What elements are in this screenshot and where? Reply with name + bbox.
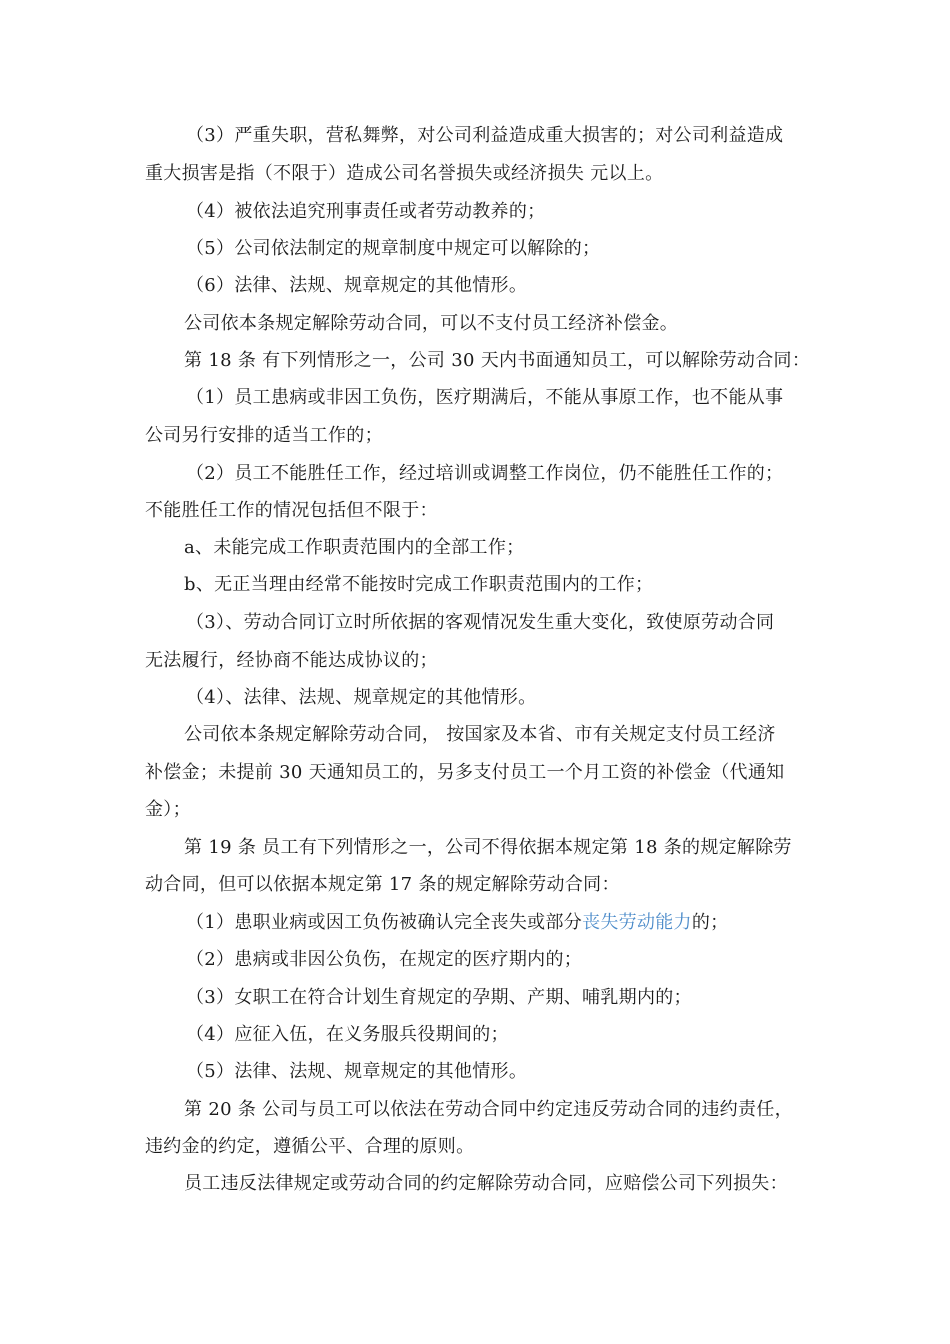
text-line: 公司另行安排的适当工作的； xyxy=(145,425,383,446)
text-line: （4）、法律、法规、规章规定的其他情形。 xyxy=(186,687,537,708)
text-line: 金）； xyxy=(145,799,191,820)
text-line: （4）应征入伍，在义务服兵役期间的； xyxy=(186,1024,509,1045)
text-line: 重大损害是指（不限于）造成公司名誉损失或经济损失 元以上。 xyxy=(145,163,664,184)
article-20-heading: 第 20 条 公司与员工可以依法在劳动合同中约定违反劳动合同的违约责任， xyxy=(184,1099,793,1120)
text-line: 补偿金；未提前 30 天通知员工的，另多支付员工一个月工资的补偿金（代通知 xyxy=(145,762,785,783)
text-line: （5）公司依法制定的规章制度中规定可以解除的； xyxy=(186,238,601,259)
text-line: （4）被依法追究刑事责任或者劳动教养的； xyxy=(186,201,546,222)
text-line: 动合同，但可以依据本规定第 17 条的规定解除劳动合同： xyxy=(145,874,620,895)
text-line: 公司依本条规定解除劳动合同， 按国家及本省、市有关规定支付员工经济 xyxy=(184,724,776,745)
text-line: （3）严重失职，营私舞弊，对公司利益造成重大损害的；对公司利益造成 xyxy=(186,125,784,146)
article-19-heading: 第 19 条 员工有下列情形之一，公司不得依据本规定第 18 条的规定解除劳 xyxy=(184,837,792,858)
text-line-with-link xyxy=(186,911,728,935)
text-line: （3）女职工在符合计划生育规定的孕期、产期、哺乳期内的； xyxy=(186,987,692,1008)
text-line: 公司依本条规定解除劳动合同，可以不支付员工经济补偿金。 xyxy=(184,313,679,334)
text-line: 无法履行，经协商不能达成协议的； xyxy=(145,650,438,671)
text-segment: （1）患职业病或因工负伤被确认完全丧失或部分 xyxy=(186,912,583,933)
text-segment: 的； xyxy=(691,912,729,933)
text-line: （1）员工患病或非因工负伤，医疗期满后，不能从事原工作，也不能从事 xyxy=(186,387,784,408)
text-line: 不能胜任工作的情况包括但不限于： xyxy=(145,500,438,521)
text-line: 违约金的约定，遵循公平、合理的原则。 xyxy=(145,1136,475,1157)
text-line: （2）员工不能胜任工作，经过培训或调整工作岗位，仍不能胜任工作的； xyxy=(186,463,784,484)
text-line: a、未能完成工作职责范围内的全部工作； xyxy=(184,537,525,558)
text-line: （6）法律、法规、规章规定的其他情形。 xyxy=(186,275,528,296)
text-line: （5）法律、法规、规章规定的其他情形。 xyxy=(186,1061,528,1082)
link-loss-of-working-ability[interactable]: 丧失劳动能力 xyxy=(582,912,692,933)
text-line: 员工违反法律规定或劳动合同的约定解除劳动合同，应赔偿公司下列损失： xyxy=(184,1173,788,1194)
text-line: （2）患病或非因公负伤，在规定的医疗期内的； xyxy=(186,949,583,970)
text-line: （3）、劳动合同订立时所依据的客观情况发生重大变化，致使原劳动合同 xyxy=(186,612,775,633)
text-line: b、无正当理由经常不能按时完成工作职责范围内的工作； xyxy=(184,574,654,595)
article-18-heading: 第 18 条 有下列情形之一，公司 30 天内书面通知员工，可以解除劳动合同： xyxy=(184,350,811,371)
